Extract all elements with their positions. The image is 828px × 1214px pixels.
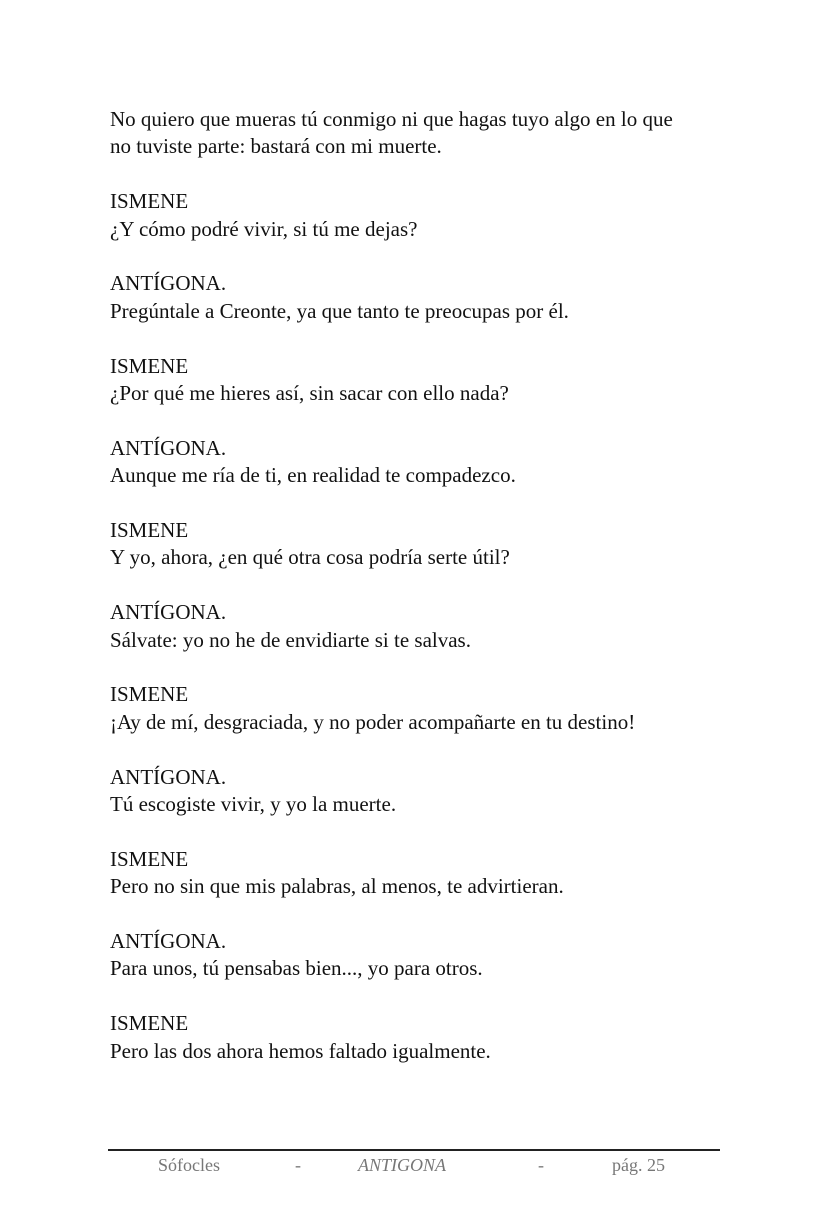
page-body bbox=[110, 106, 730, 1092]
speaker-name: ANTÍGONA. bbox=[110, 764, 227, 789]
speaker-name: ANTÍGONA. bbox=[110, 271, 227, 296]
speaker-name: ISMENE bbox=[110, 189, 189, 214]
footer-page-number: pág. 25 bbox=[612, 1155, 665, 1175]
speaker-name: ISMENE bbox=[110, 518, 189, 543]
text-line: no tuviste parte: bastará con mi muerte. bbox=[110, 134, 442, 159]
speech-line: Y yo, ahora, ¿en qué otra cosa podría serte útil? bbox=[110, 545, 510, 570]
text-line: No quiero que mueras tú conmigo ni que hagas tuyo algo en lo que bbox=[110, 107, 673, 131]
dialogue-turn bbox=[110, 764, 730, 819]
dialogue-turn bbox=[110, 599, 730, 654]
speaker-name: ISMENE bbox=[110, 353, 189, 378]
footer-title: ANTIGONA bbox=[358, 1155, 447, 1175]
speaker-name: ANTÍGONA. bbox=[110, 435, 227, 460]
dialogue-turn bbox=[110, 435, 730, 490]
dialogue-turn bbox=[110, 846, 730, 901]
footer-separator: - bbox=[295, 1155, 301, 1175]
dialogue-turn bbox=[110, 188, 730, 243]
footer-separator: - bbox=[538, 1155, 544, 1175]
dialogue-turn bbox=[110, 517, 730, 572]
speech-line: ¿Por qué me hieres así, sin sacar con ello nada? bbox=[110, 381, 509, 406]
footer-author: Sófocles bbox=[158, 1155, 220, 1175]
speaker-name: ANTÍGONA. bbox=[110, 600, 227, 625]
dialogue bbox=[110, 188, 730, 1065]
intro-paragraph bbox=[110, 106, 730, 161]
speech-line: Pero no sin que mis palabras, al menos, te advirtieran. bbox=[110, 874, 564, 899]
speech-line: ¿Y cómo podré vivir, si tú me dejas? bbox=[110, 216, 418, 241]
speaker-name: ISMENE bbox=[110, 846, 189, 871]
speech-line: ¡Ay de mí, desgraciada, y no poder acompañarte en tu destino! bbox=[110, 709, 636, 734]
speech-line: Pero las dos ahora hemos faltado igualmente. bbox=[110, 1038, 491, 1063]
speech-line: Para unos, tú pensabas bien..., yo para otros. bbox=[110, 956, 483, 981]
footer-divider bbox=[108, 1149, 720, 1151]
dialogue-turn bbox=[110, 270, 730, 325]
speaker-name: ISMENE bbox=[110, 1011, 189, 1036]
dialogue-turn bbox=[110, 353, 730, 408]
speech-line: Tú escogiste vivir, y yo la muerte. bbox=[110, 792, 397, 817]
dialogue-turn bbox=[110, 1010, 730, 1065]
speech-line: Sálvate: yo no he de envidiarte si te salvas. bbox=[110, 627, 471, 652]
speech-line: Pregúntale a Creonte, ya que tanto te preocupas por él. bbox=[110, 298, 569, 323]
dialogue-turn bbox=[110, 928, 730, 983]
speech-line: Aunque me ría de ti, en realidad te compadezco. bbox=[110, 463, 516, 488]
dialogue-turn bbox=[110, 681, 730, 736]
speaker-name: ANTÍGONA. bbox=[110, 929, 227, 954]
speaker-name: ISMENE bbox=[110, 682, 189, 707]
